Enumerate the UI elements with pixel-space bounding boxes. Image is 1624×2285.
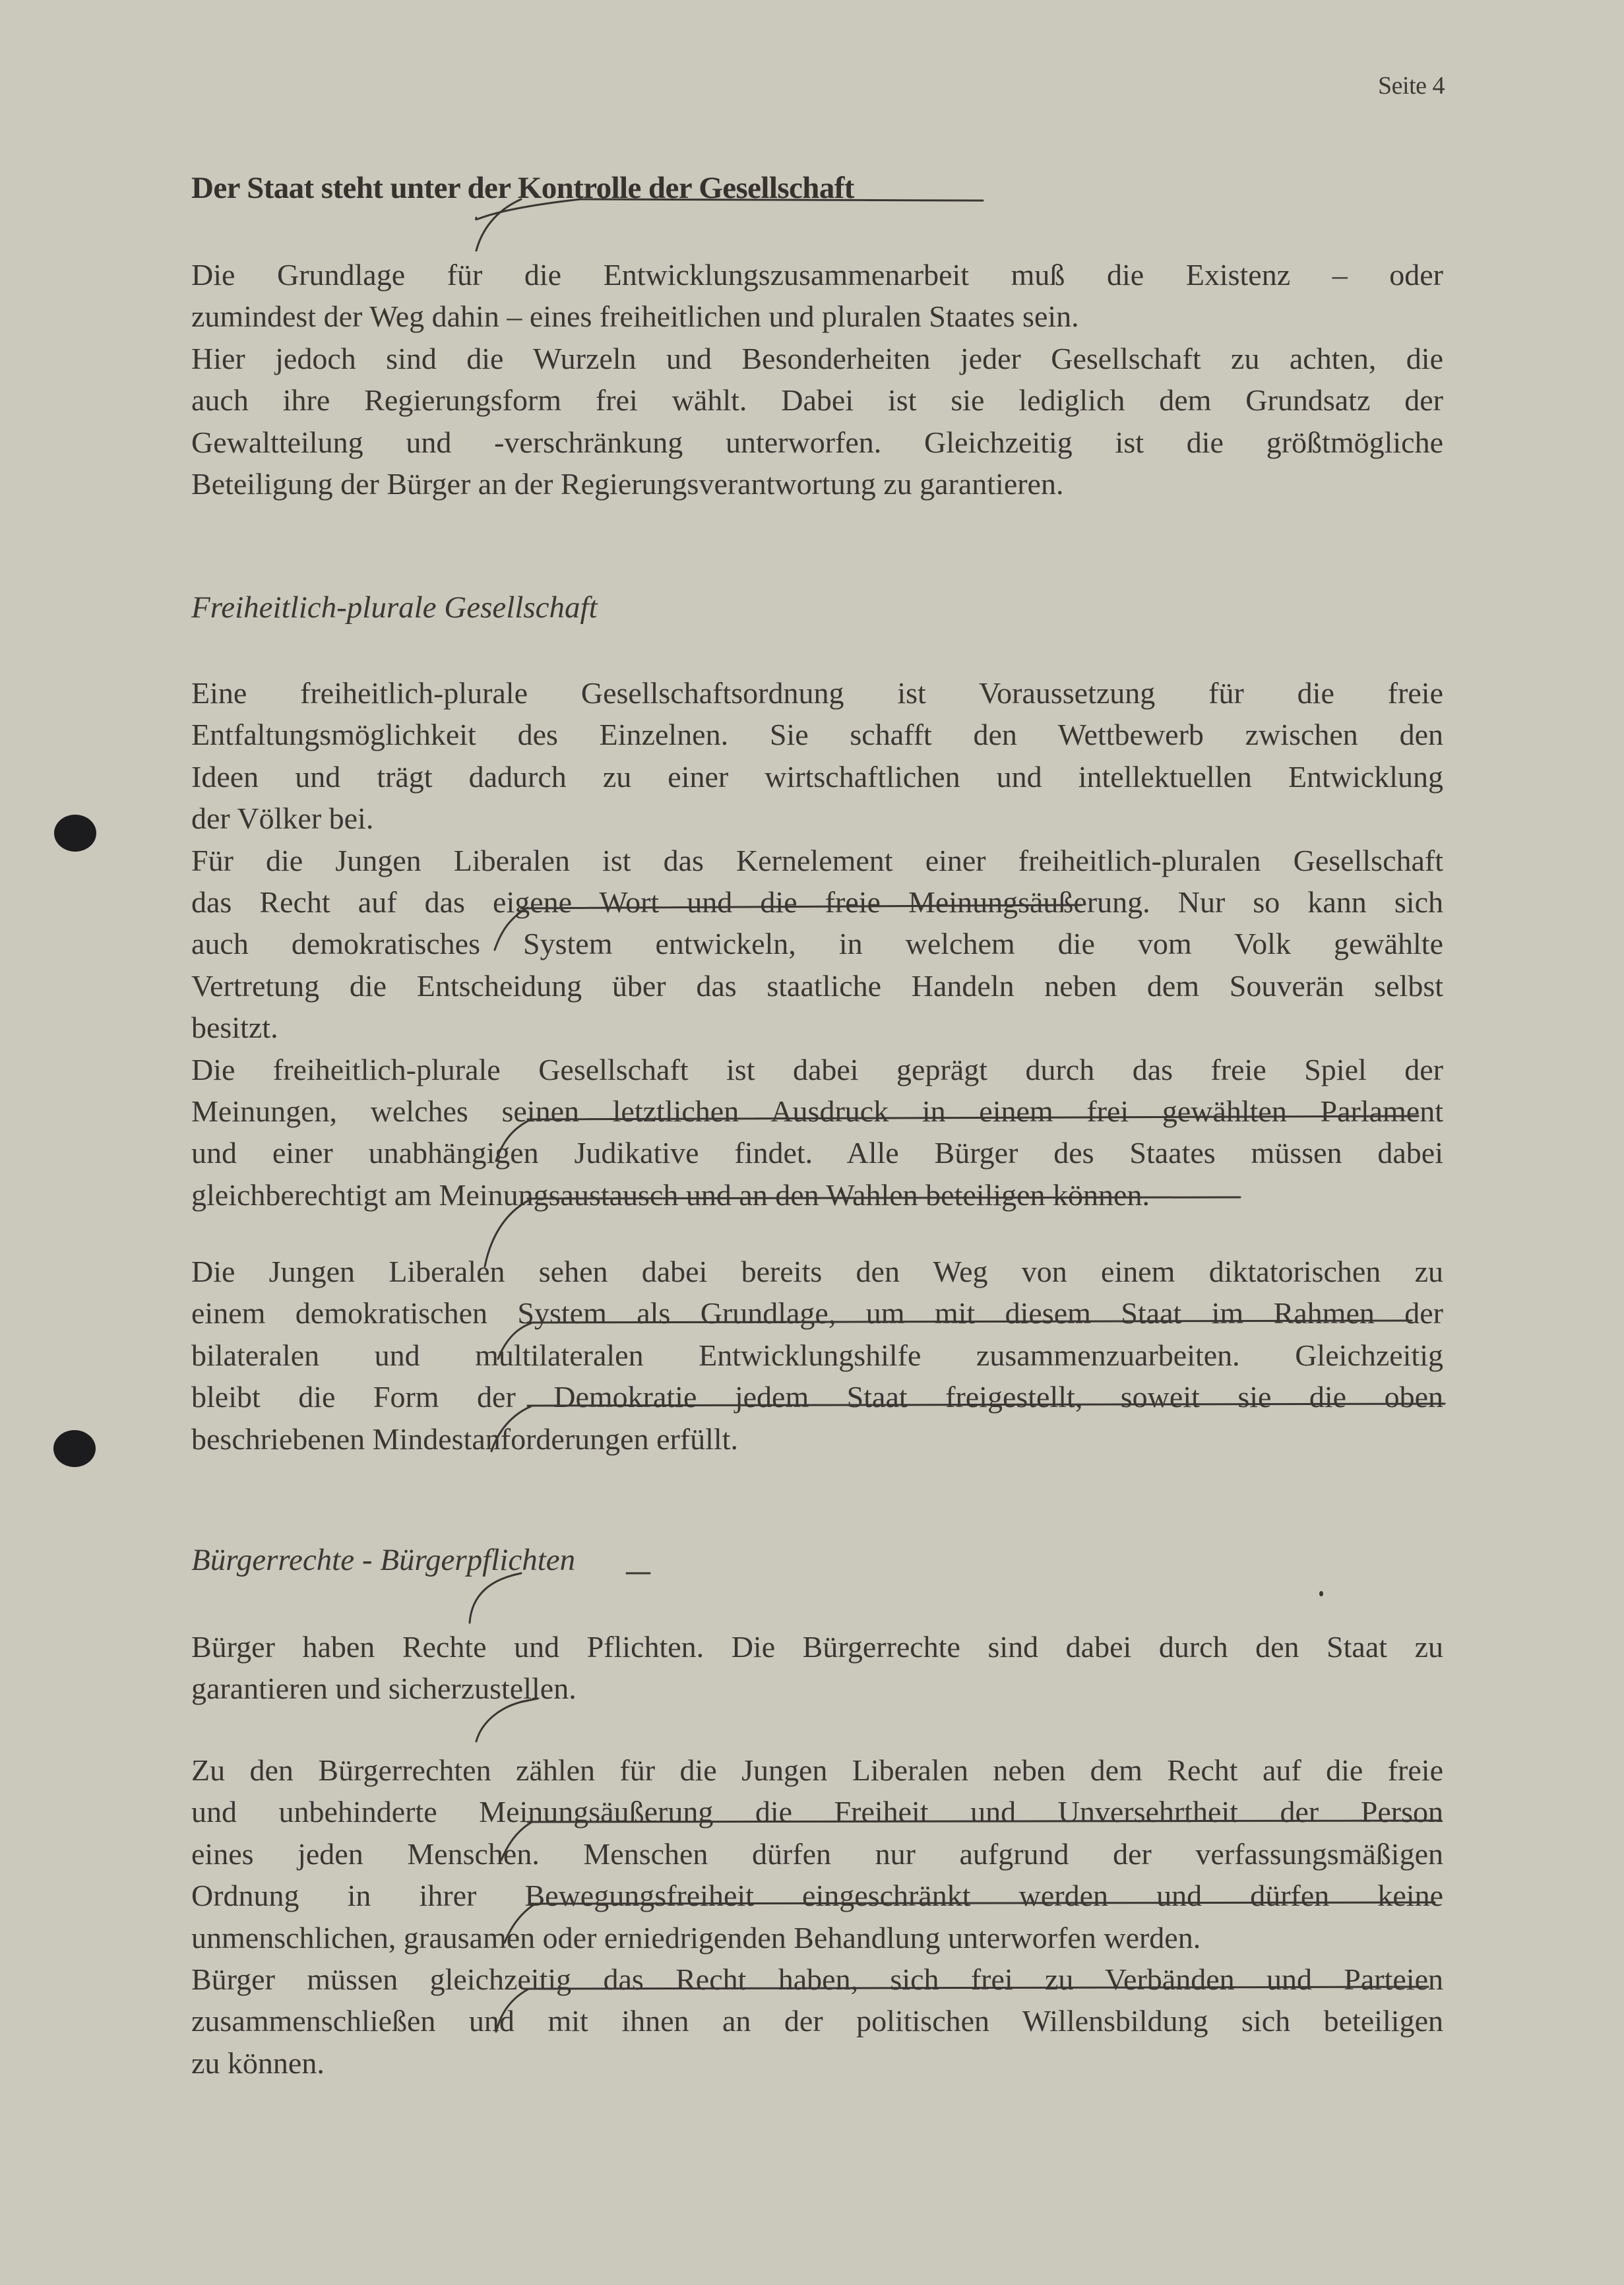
text-line: Eine freiheitlich-plurale Gesellschaftsordnung ist Voraussetzung für die freie (191, 676, 1443, 710)
text-line: der Völker bei. (191, 801, 374, 836)
text-line: Die freiheitlich-plurale Gesellschaft ist dabei geprägt durch das freie Spiel der (191, 1052, 1443, 1086)
text-line: unmenschlichen, grausamen oder erniedrigenden Behandlung unterworfen werden. (191, 1920, 1201, 1955)
text-line: Die Grundlage für die Entwicklungszusammenarbeit muß die Existenz – oder (191, 258, 1443, 292)
text-line: Ordnung in ihrer Bewegungsfreiheit eingeschränkt werden und dürfen keine (191, 1879, 1443, 1913)
text-line: Entfaltungsmöglichkeit des Einzelnen. Sie schafft den Wettbewerb zwischen den (191, 718, 1443, 752)
text-line: Hier jedoch sind die Wurzeln und Besonderheiten jeder Gesellschaft zu achten, die (191, 341, 1443, 375)
text-line: eines jeden Menschen. Menschen dürfen nur aufgrund der verfassungsmäßigen (191, 1836, 1443, 1871)
section-heading-staat: Der Staat steht unter der Kontrolle der Gesellschaft (191, 171, 854, 205)
paragraph-grundlage (191, 254, 1443, 505)
text-line: zusammenschließen und mit ihnen an der politischen Willensbildung sich beteiligen (191, 2004, 1443, 2038)
text-line: Vertretung die Entscheidung über das staatliche Handeln neben dem Souverän selbst (191, 968, 1443, 1003)
text-line: bleibt die Form der Demokratie jedem Staat freigestellt, soweit sie die oben (191, 1380, 1443, 1414)
paragraph-zu-den-buergerrechten (191, 1749, 1443, 2084)
text-line: Gewaltteilung und -verschränkung unterworfen. Gleichzeitig ist die größtmögliche (191, 425, 1443, 459)
text-line: einem demokratischen System als Grundlage, um mit diesem Staat im Rahmen der (191, 1296, 1443, 1330)
punch-hole-bottom (53, 1430, 96, 1467)
text-line: Zu den Bürgerrechten zählen für die Jungen Liberalen neben dem Recht auf die freie (191, 1753, 1443, 1787)
paragraph-jungen-liberalen-weg (191, 1251, 1443, 1460)
paper-speck (1319, 1591, 1323, 1596)
text-line: Ideen und trägt dadurch zu einer wirtschaftlichen und intellektuellen Entwicklung (191, 759, 1443, 794)
text-line: bilateralen und multilateralen Entwicklungshilfe zusammenzuarbeiten. Gleichzeitig (191, 1338, 1443, 1372)
text-line: Bürger haben Rechte und Pflichten. Die Bürgerrechte sind dabei durch den Staat zu (191, 1630, 1443, 1664)
text-line: besitzt. (191, 1011, 278, 1045)
text-line: gleichberechtigt am Meinungsaustausch und an den Wahlen beteiligen können. (191, 1177, 1150, 1212)
text-line: Für die Jungen Liberalen ist das Kernelement einer freiheitlich-pluralen Gesellschaft (191, 843, 1443, 877)
text-line: zumindest der Weg dahin – eines freiheitlichen und pluralen Staates sein. (191, 299, 1079, 334)
pencil-hook (476, 199, 521, 251)
text-line: das Recht auf das eigene Wort und die freie Meinungsäußerung. Nur so kann sich (191, 885, 1443, 919)
text-line: Bürger müssen gleichzeitig das Recht haben, sich frei zu Verbänden und Parteien (191, 1962, 1443, 1996)
section-heading-buergerrechte: Bürgerrechte - Bürgerpflichten (191, 1543, 576, 1577)
punch-hole-top (54, 815, 96, 852)
text-line: und einer unabhängigen Judikative findet. Alle Bürger des Staates müssen dabei (191, 1136, 1443, 1170)
paragraph-gesellschaftsordnung (191, 672, 1443, 1216)
paragraph-rechte-pflichten (191, 1626, 1443, 1710)
text-line: Beteiligung der Bürger an der Regierungsverantwortung zu garantieren. (191, 466, 1064, 501)
text-line: Die Jungen Liberalen sehen dabei bereits den Weg von einem diktatorischen zu (191, 1255, 1443, 1288)
text-line: auch ihre Regierungsform frei wählt. Dabei ist sie lediglich dem Grundsatz der (191, 383, 1443, 418)
text-line: Meinungen, welches seinen letztlichen Ausdruck in einem frei gewählten Parlament (191, 1094, 1443, 1128)
text-line: zu können. (191, 2046, 325, 2080)
section-heading-freiheitlich: Freiheitlich-plurale Gesellschaft (191, 590, 598, 625)
text-line: garantieren und sicherzustellen. (191, 1672, 577, 1706)
text-line: beschriebenen Mindestanforderungen erfüllt. (191, 1422, 738, 1456)
text-line: und unbehinderte Meinungsäußerung die Freiheit und Unversehrtheit der Person (191, 1795, 1443, 1829)
text-line: auch demokratisches System entwickeln, in welchem die vom Volk gewählte (191, 927, 1443, 961)
page-number: Seite 4 (1378, 72, 1445, 100)
pencil-hook (470, 1573, 521, 1623)
